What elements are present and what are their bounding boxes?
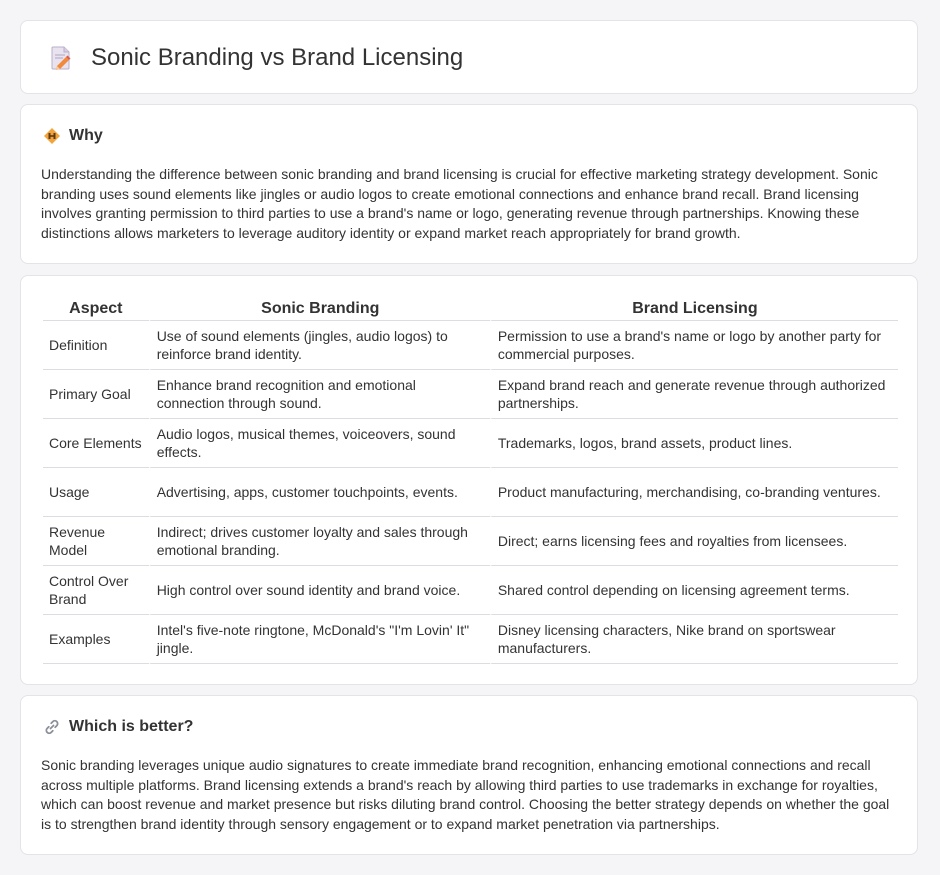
licensing-cell: Product manufacturing, merchandising, co-branding ventures. <box>490 468 898 517</box>
sonic-cell: Audio logos, musical themes, voiceovers, sound effects. <box>149 419 490 468</box>
why-text: Understanding the difference between sonic branding and brand licensing is crucial for effective marketing strategy development. Sonic branding uses sound elements like jingles or audio logos to create emotional connections and enhance brand recall. Brand licensing involves granting permission to third parties to use a brand's name or logo, generating revenue through partnerships. Knowing these distinctions allows marketers to leverage auditory identity or expand market reach appropriately for brand growth. <box>41 166 878 241</box>
aspect-cell: Definition <box>43 321 149 370</box>
better-header <box>43 718 193 736</box>
comparison-card <box>20 275 918 685</box>
table-row <box>43 321 898 370</box>
header-sonic-branding: Sonic Branding <box>149 298 490 321</box>
licensing-cell: Permission to use a brand's name or logo by another party for commercial purposes. <box>490 321 898 370</box>
aspect-cell: Usage <box>43 468 149 517</box>
why-heading: Why <box>69 127 103 144</box>
aspect-cell: Revenue Model <box>43 517 149 566</box>
which-is-better-card <box>20 695 918 855</box>
why-card <box>20 104 918 264</box>
comparison-table <box>43 298 898 664</box>
better-heading: Which is better? <box>69 718 194 735</box>
sonic-cell: High control over sound identity and brand voice. <box>149 566 490 615</box>
sonic-cell: Intel's five-note ringtone, McDonald's "I'm Lovin' It" jingle. <box>149 615 490 664</box>
link-icon <box>43 718 61 736</box>
table-row <box>43 615 898 664</box>
table-row <box>43 419 898 468</box>
table-row <box>43 468 898 517</box>
sonic-cell: Enhance brand recognition and emotional connection through sound. <box>149 370 490 419</box>
sonic-cell: Indirect; drives customer loyalty and sales through emotional branding. <box>149 517 490 566</box>
page-title: Sonic Branding vs Brand Licensing <box>91 44 464 71</box>
aspect-cell: Control Over Brand <box>43 566 149 615</box>
aspect-cell: Core Elements <box>43 419 149 468</box>
licensing-cell: Disney licensing characters, Nike brand on sportswear manufacturers. <box>490 615 898 664</box>
title-card <box>20 20 918 94</box>
title-row <box>45 21 463 95</box>
better-text: Sonic branding leverages unique audio signatures to create immediate brand recognition, enhancing emotional connections and recall across multiple platforms. Brand licensing extends a brand's reach by allowing third parties to use trademarks in exchange for royalties, which can boost revenue and market presence but risks diluting brand control. Choosing the better strategy depends on whether the goal is to strengthen brand identity through sensory engagement or to expand market penetration via partnerships. <box>41 757 890 832</box>
header-aspect: Aspect <box>43 298 149 321</box>
sonic-cell: Advertising, apps, customer touchpoints, events. <box>149 468 490 517</box>
aspect-cell: Primary Goal <box>43 370 149 419</box>
table-row <box>43 370 898 419</box>
licensing-cell: Direct; earns licensing fees and royalties from licensees. <box>490 517 898 566</box>
table-row <box>43 517 898 566</box>
licensing-cell: Shared control depending on licensing agreement terms. <box>490 566 898 615</box>
table-header-row <box>43 298 898 321</box>
table-row <box>43 566 898 615</box>
aspect-cell: Examples <box>43 615 149 664</box>
licensing-cell: Expand brand reach and generate revenue through authorized partnerships. <box>490 370 898 419</box>
document-pencil-icon <box>45 43 75 73</box>
sonic-cell: Use of sound elements (jingles, audio logos) to reinforce brand identity. <box>149 321 490 370</box>
licensing-cell: Trademarks, logos, brand assets, product lines. <box>490 419 898 468</box>
why-header <box>43 127 103 145</box>
header-brand-licensing: Brand Licensing <box>490 298 898 321</box>
diamond-warning-icon <box>43 127 61 145</box>
